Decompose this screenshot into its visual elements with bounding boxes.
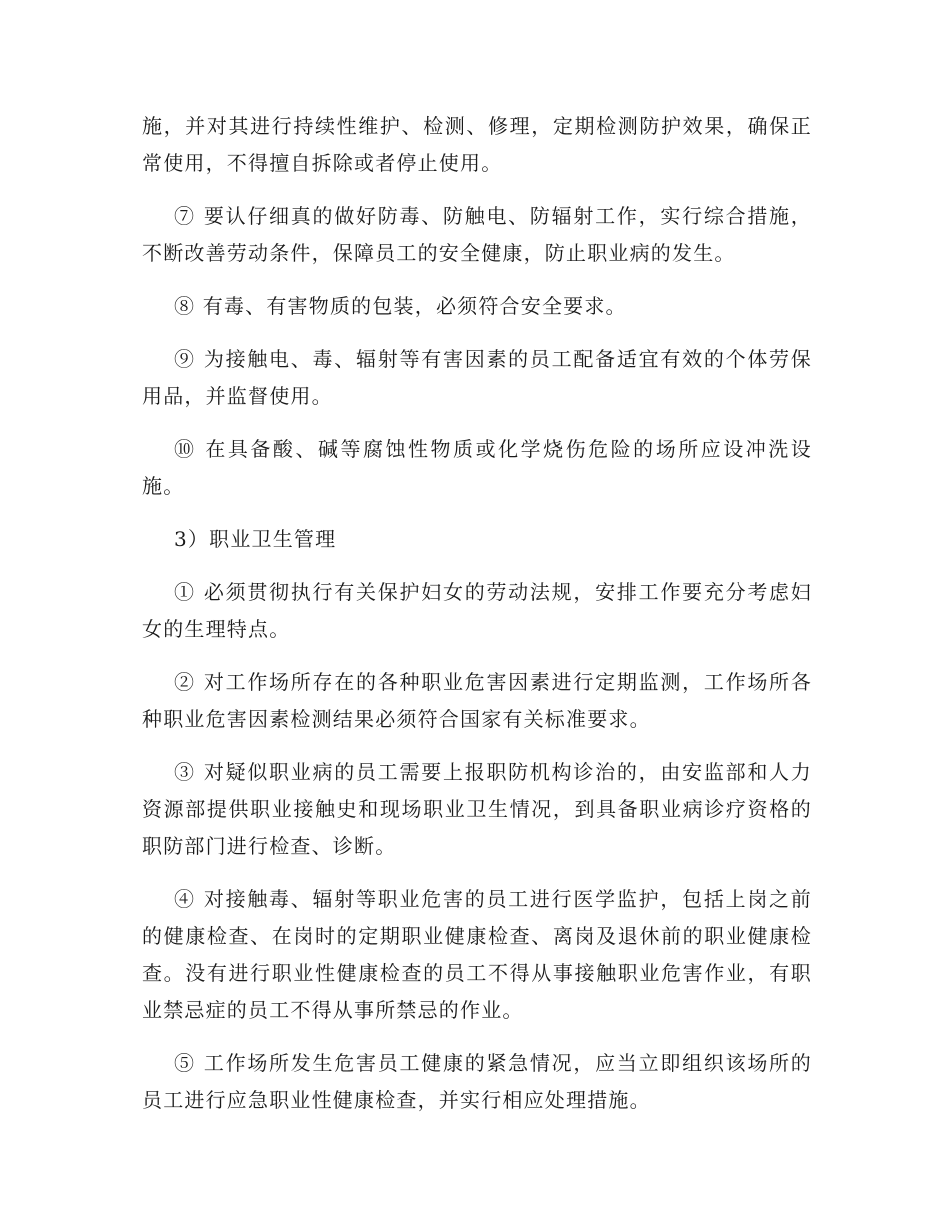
- paragraph-item-10: ⑩ 在具备酸、碱等腐蚀性物质或化学烧伤危险的场所应设冲洗设施。: [142, 437, 812, 498]
- paragraph-item-3: ③ 对疑似职业病的员工需要上报职防机构诊治的，由安监部和人力资源部提供职业接触史和现场职业卫生情况，到具备职业病诊疗资格的职防部门进行检查、诊断。: [142, 760, 812, 858]
- paragraph-item-5: ⑤ 工作场所发生危害员工健康的紧急情况，应当立即组织该场所的员工进行应急职业性健康检查，并实行相应处理措施。: [142, 1051, 812, 1112]
- paragraph-item-2: ② 对工作场所存在的各种职业危害因素进行定期监测，工作场所各种职业危害因素检测结果必须符合国家有关标准要求。: [142, 670, 812, 731]
- section-heading: 3）职业卫生管理: [174, 527, 337, 551]
- paragraph-item-8: ⑧ 有毒、有害物质的包装，必须符合安全要求。: [174, 294, 627, 318]
- paragraph-item-7: ⑦ 要认仔细真的做好防毒、防触电、防辐射工作，实行综合措施，不断改善劳动条件，保障员工的安全健康，防止职业病的发生。: [142, 204, 812, 265]
- paragraph-item-4: ④ 对接触毒、辐射等职业危害的员工进行医学监护，包括上岗之前的健康检查、在岗时的定期职业健康检查、离岗及退休前的职业健康检查。没有进行职业性健康检查的员工不得从事接触职业危害作业，有职业禁忌症的员工不得从事所禁忌的作业。: [142, 887, 812, 1022]
- paragraph-continuation: 施，并对其进行持续性维护、检测、修理，定期检测防护效果，确保正常使用，不得擅自拆除或者停止使用。: [142, 114, 812, 175]
- paragraph-item-9: ⑨ 为接触电、毒、辐射等有害因素的员工配备适宜有效的个体劳保用品，并监督使用。: [142, 347, 812, 408]
- paragraph-item-1: ① 必须贯彻执行有关保护妇女的劳动法规，安排工作要充分考虑妇女的生理特点。: [142, 580, 812, 641]
- document-body: [142, 108, 812, 1119]
